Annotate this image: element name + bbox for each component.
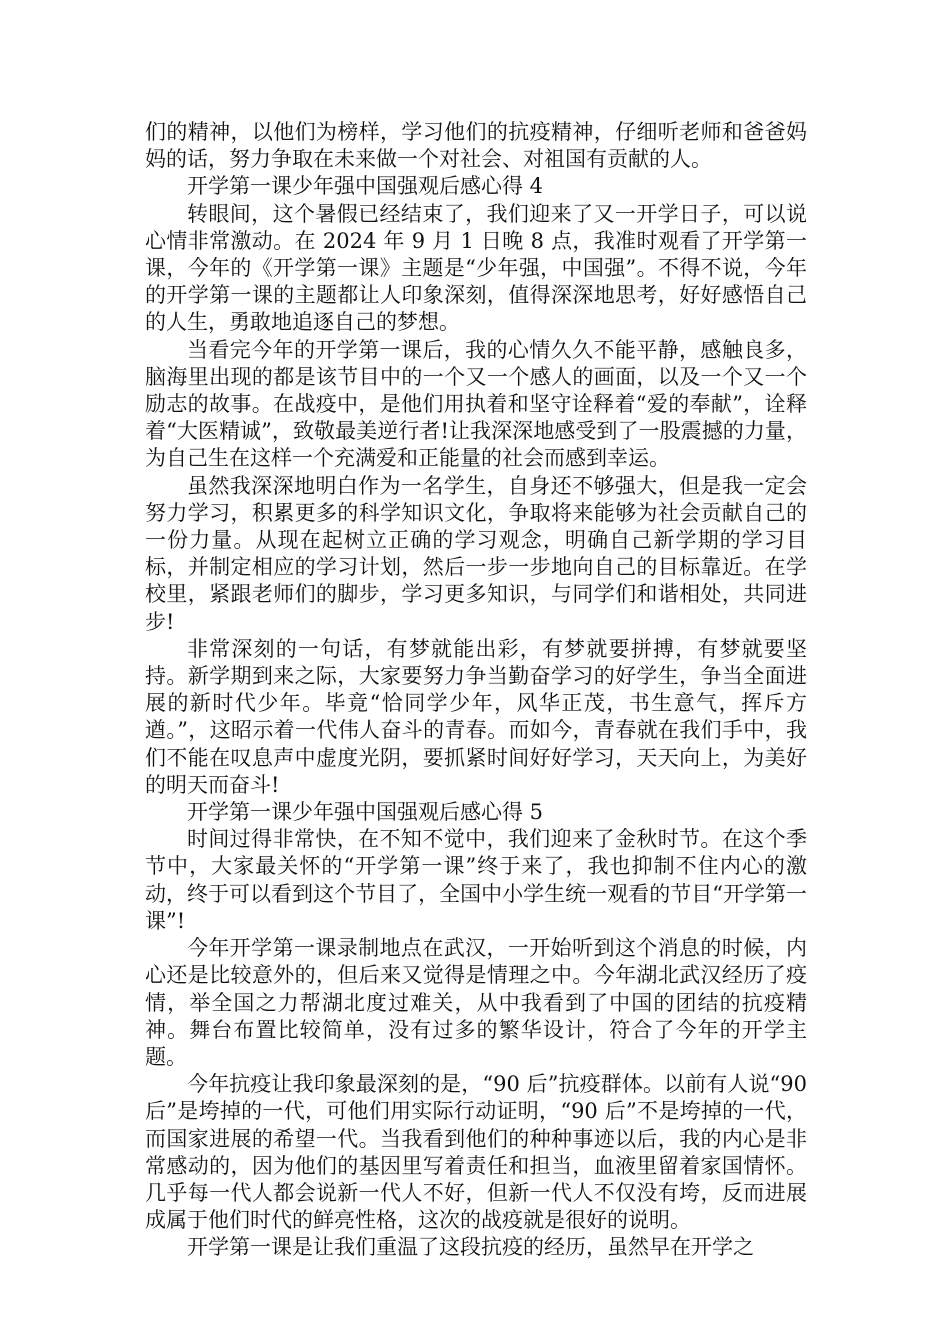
section-heading-5: 开学第一课少年强中国强观后感心得 5	[187, 800, 544, 825]
paragraph: 今年抗疫让我印象最深刻的是，“90 后”抗疫群体。以前有人说“90 后”是垮掉的一代，可他们用实际行动证明，“90 后”不是垮掉的一代，而国家进展的希望一代。当我看到他们的种种事迹以后，我的内心是非常感动的，因为他们的基因里写着责任和担当，血液里留着家国情怀。几乎每一代人都会说新一代人不好，但新一代人不仅没有垮，反而进展成属于他们时代的鲜亮性格，这次的战疫就是很好的说明。	[145, 1072, 814, 1233]
paragraph: 当看完今年的开学第一课后，我的心情久久不能平静，感触良多，脑海里出现的都是该节目中的一个又一个感人的画面，以及一个又一个励志的故事。在战疫中，是他们用执着和坚守诠释着“爱的奉献”，诠释着“大医精诚”，致敬最美逆行者!让我深深地感受到了一股震撼的力量，为自己生在这样一个充满爱和正能量的社会而感到幸运。	[145, 337, 807, 471]
paragraph: 虽然我深深地明白作为一名学生，自身还不够强大，但是我一定会努力学习，积累更多的科学知识文化，争取将来能够为社会贡献自己的一份力量。从现在起树立正确的学习观念，明确自己新学期的学习目标，并制定相应的学习计划，然后一步一步地向自己的目标靠近。在学校里，紧跟老师们的脚步，学习更多知识，与同学们和谐相处，共同进步!	[145, 473, 807, 634]
paragraph: 今年开学第一课录制地点在武汉，一开始听到这个消息的时候，内心还是比较意外的，但后来又觉得是情理之中。今年湖北武汉经历了疫情，举全国之力帮湖北度过难关，从中我看到了中国的团结的抗疫精神。舞台布置比较简单，没有过多的繁华设计，符合了今年的开学主题。	[145, 936, 807, 1069]
paragraph-continued: 们的精神，以他们为榜样，学习他们的抗疫精神，仔细听老师和爸爸妈妈的话，努力争取在未来做一个对社会、对祖国有贡献的人。	[145, 120, 807, 172]
paragraph: 时间过得非常快，在不知不觉中，我们迎来了金秋时节。在这个季节中，大家最关怀的“开学第一课”终于来了，我也抑制不住内心的激动，终于可以看到这个节目了，全国中小学生统一观看的节目“开学第一课”!	[145, 827, 807, 933]
document-page	[145, 119, 814, 1262]
paragraph-truncated: 开学第一课是让我们重温了这段抗疫的经历，虽然早在开学之	[187, 1235, 754, 1260]
paragraph: 转眼间，这个暑假已经结束了，我们迎来了又一开学日子，可以说心情非常激动。在 2024 年 9 月 1 日晚 8 点，我准时观看了开学第一课，今年的《开学第一课》主题是“少年强，中国强”。不得不说，今年的开学第一课的主题都让人印象深刻，值得深深地思考，好好感悟自己的人生，勇敢地追逐自己的梦想。	[145, 201, 807, 335]
paragraph: 非常深刻的一句话，有梦就能出彩，有梦就要拼搏，有梦就要坚持。新学期到来之际，大家要努力争当勤奋学习的好学生，争当全面进展的新时代少年。毕竟“恰同学少年，风华正茂，书生意气，挥斥方遒。”，这昭示着一代伟人奋斗的青春。而如今，青春就在我们手中，我们不能在叹息声中虚度光阴，要抓紧时间好好学习，天天向上，为美好的明天而奋斗!	[145, 636, 807, 797]
section-heading-4: 开学第一课少年强中国强观后感心得 4	[187, 174, 544, 199]
